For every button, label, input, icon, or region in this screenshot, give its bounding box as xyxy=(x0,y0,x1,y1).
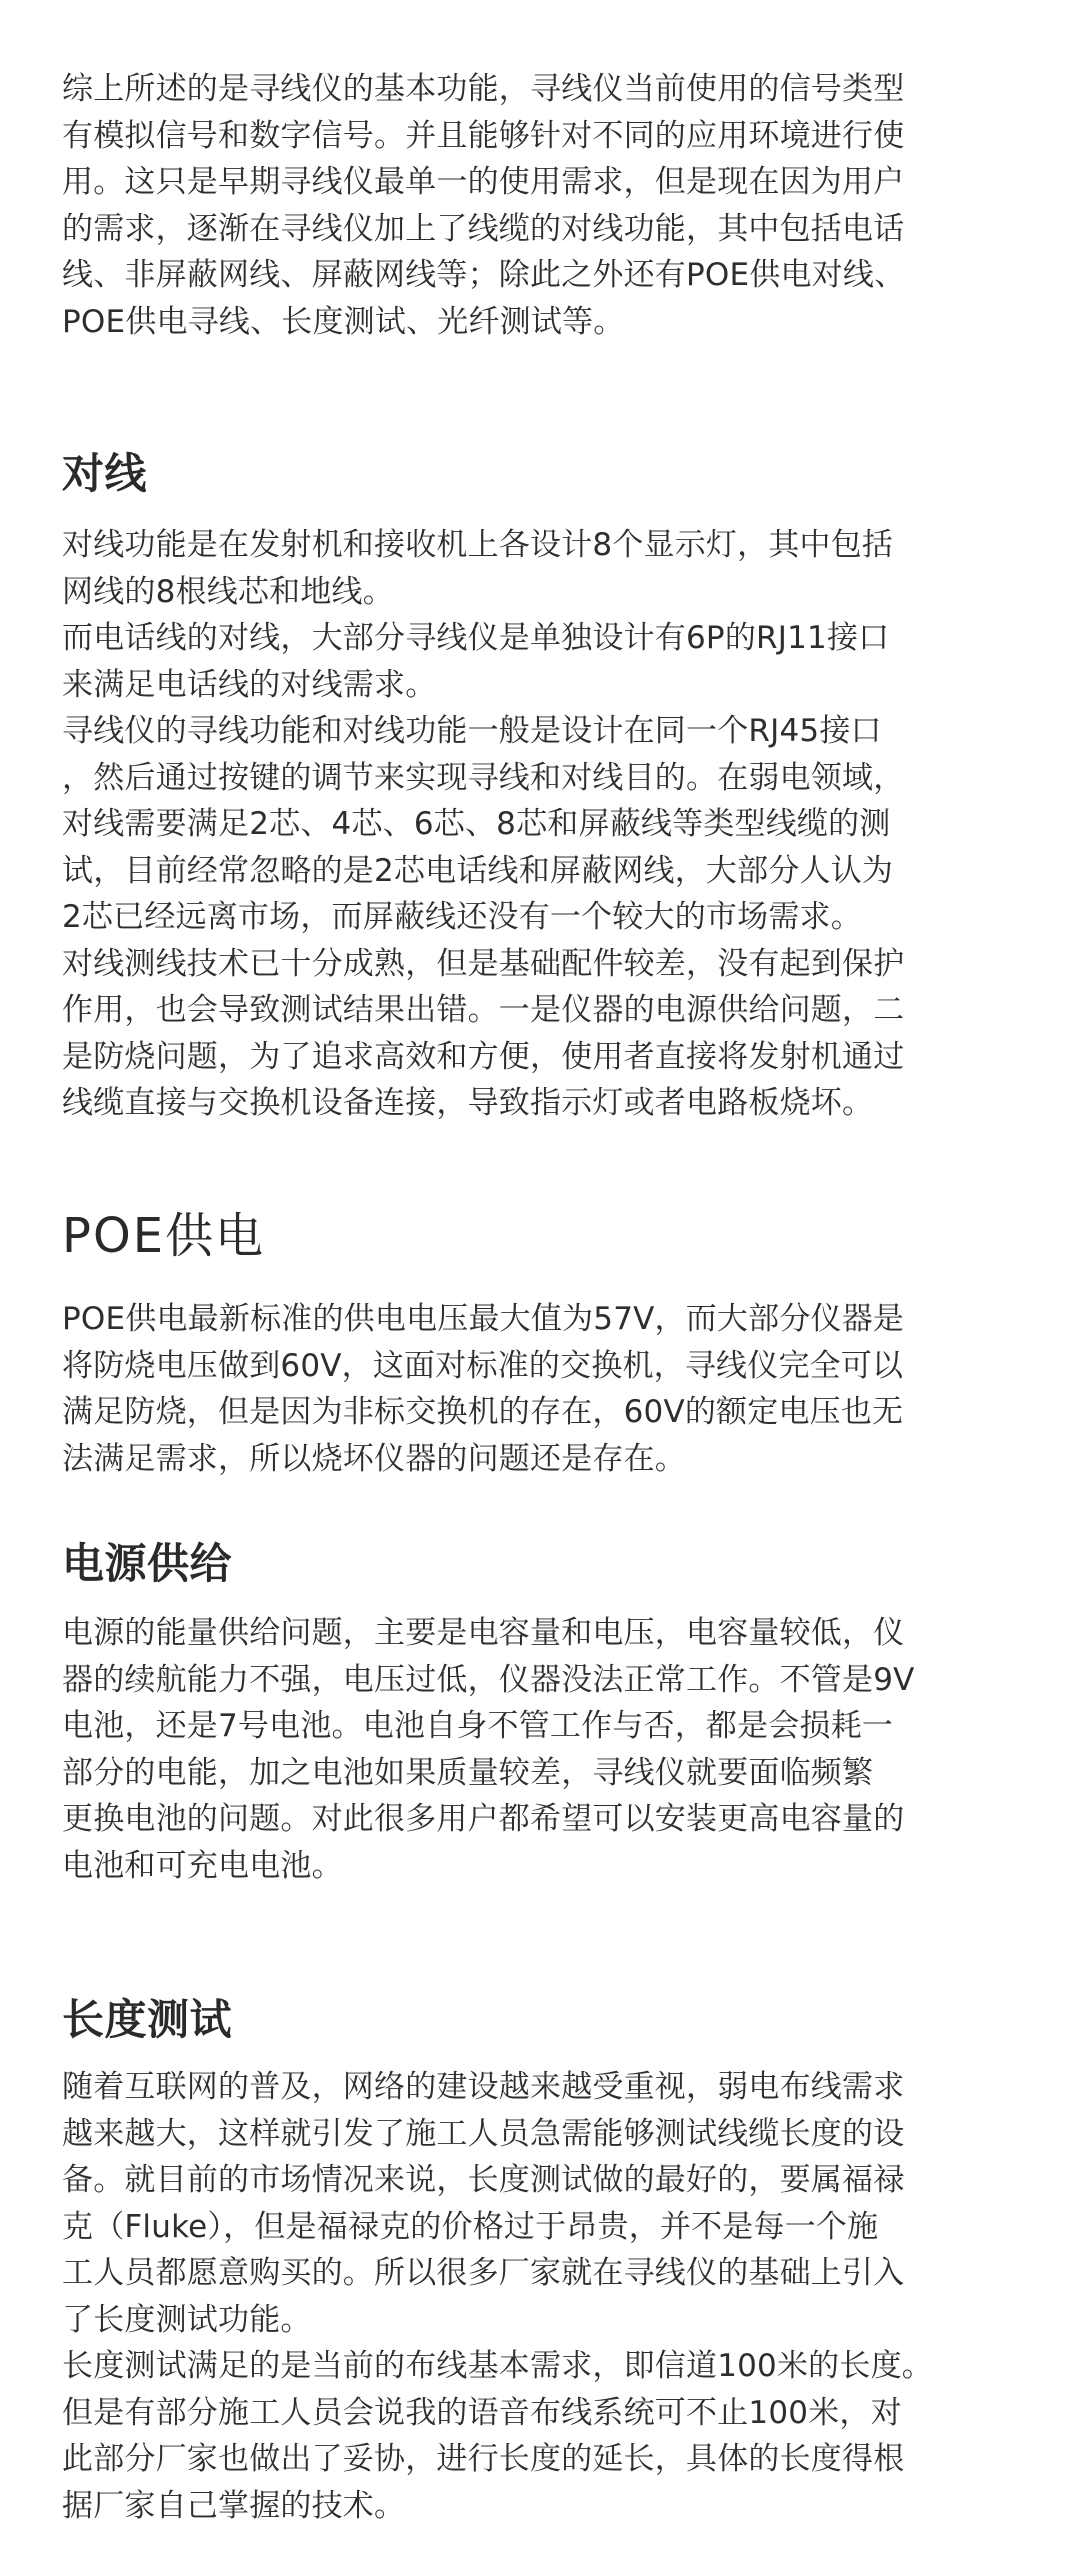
text-line: 器的续航能力不强，电压过低，仪器没法正常工作。不管是9V xyxy=(62,1661,915,1698)
section-heading-power-supply: 电源供给 xyxy=(62,1539,233,1588)
section-body-duixian xyxy=(62,522,1047,1127)
text-line: 寻线仪的寻线功能和对线功能一般是设计在同一个RJ45接口 xyxy=(62,713,882,749)
text-line: 的需求，逐渐在寻线仪加上了线缆的对线功能，其中包括电话 xyxy=(62,210,905,247)
text-line: 电池和可充电电池。 xyxy=(62,1847,343,1884)
text-line: 网线的8根线芯和地线。 xyxy=(62,573,394,610)
text-line: 而电话线的对线，大部分寻线仪是单独设计有6P的RJ11接口 xyxy=(62,620,890,656)
section-body-power-supply xyxy=(62,1610,1047,1889)
text-line: 线、非屏蔽网线、屏蔽网线等；除此之外还有POE供电对线、 xyxy=(62,257,906,293)
text-line: POE供电寻线、长度测试、光纤测试等。 xyxy=(62,303,625,340)
text-line: 对线需要满足2芯、4芯、6芯、8芯和屏蔽线等类型线缆的测 xyxy=(62,806,891,842)
text-line: 2芯已经远离市场，而屏蔽线还没有一个较大的市场需求。 xyxy=(62,899,862,935)
text-line: 对线功能是在发射机和接收机上各设计8个显示灯，其中包括 xyxy=(62,527,894,563)
text-line: 备。就目前的市场情况来说，长度测试做的最好的，要属福禄 xyxy=(62,2162,905,2198)
text-line: 此部分厂家也做出了妥协，进行长度的延长，具体的长度得根 xyxy=(62,2441,905,2477)
section-heading-poe: POE供电 xyxy=(62,1208,266,1264)
text-line: 满足防烧，但是因为非标交换机的存在，60V的额定电压也无 xyxy=(62,1394,904,1430)
text-line: 法满足需求，所以烧坏仪器的问题还是存在。 xyxy=(62,1440,686,1477)
text-line: 是防烧问题，为了追求高效和方便，使用者直接将发射机通过 xyxy=(62,1038,905,1075)
text-line: 有模拟信号和数字信号。并且能够针对不同的应用环境进行使 xyxy=(62,117,905,154)
intro-paragraph xyxy=(62,66,1047,345)
text-line: ，然后通过按键的调节来实现寻线和对线目的。在弱电领域， xyxy=(62,759,905,796)
text-line: 了长度测试功能。 xyxy=(62,2301,312,2338)
text-line: 将防烧电压做到60V，这面对标准的交换机，寻线仪完全可以 xyxy=(62,1347,904,1384)
text-line: 线缆直接与交换机设备连接，导致指示灯或者电路板烧坏。 xyxy=(62,1085,874,1121)
section-heading-duixian: 对线 xyxy=(62,449,148,498)
text-line: 长度测试满足的是当前的布线基本需求，即信道100米的长度。 xyxy=(62,2348,933,2384)
section-heading-length-test: 长度测试 xyxy=(62,1995,233,2044)
text-line: 来满足电话线的对线需求。 xyxy=(62,666,437,703)
text-line: 部分的电能，加之电池如果质量较差，寻线仪就要面临频繁 xyxy=(62,1754,874,1791)
text-line: 克（Fluke），但是福禄克的价格过于昂贵，并不是每一个施 xyxy=(62,2208,879,2245)
section-body-length-test xyxy=(62,2064,1047,2529)
text-line: 更换电池的问题。对此很多用户都希望可以安装更高电容量的 xyxy=(62,1801,905,1837)
section-body-poe xyxy=(62,1296,1047,1482)
text-line: 工人员都愿意购买的。所以很多厂家就在寻线仪的基础上引入 xyxy=(62,2255,905,2291)
text-line: 随着互联网的普及，网络的建设越来越受重视，弱电布线需求 xyxy=(62,2069,905,2105)
text-line: 用。这只是早期寻线仪最单一的使用需求，但是现在因为用户 xyxy=(62,164,905,200)
text-line: 但是有部分施工人员会说我的语音布线系统可不止100米，对 xyxy=(62,2394,902,2431)
text-line: 综上所述的是寻线仪的基本功能，寻线仪当前使用的信号类型 xyxy=(62,71,905,107)
text-line: 对线测线技术已十分成熟，但是基础配件较差，没有起到保护 xyxy=(62,945,905,982)
text-line: 作用，也会导致测试结果出错。一是仪器的电源供给问题，二 xyxy=(62,992,905,1028)
text-line: POE供电最新标准的供电电压最大值为57V，而大部分仪器是 xyxy=(62,1301,905,1337)
text-line: 据厂家自己掌握的技术。 xyxy=(62,2487,406,2524)
text-line: 试，目前经常忽略的是2芯电话线和屏蔽网线，大部分人认为 xyxy=(62,852,894,889)
text-line: 电池，还是7号电池。电池自身不管工作与否，都是会损耗一 xyxy=(62,1708,894,1744)
text-line: 越来越大，这样就引发了施工人员急需能够测试线缆长度的设 xyxy=(62,2115,905,2152)
text-line: 电源的能量供给问题，主要是电容量和电压，电容量较低，仪 xyxy=(62,1615,905,1651)
